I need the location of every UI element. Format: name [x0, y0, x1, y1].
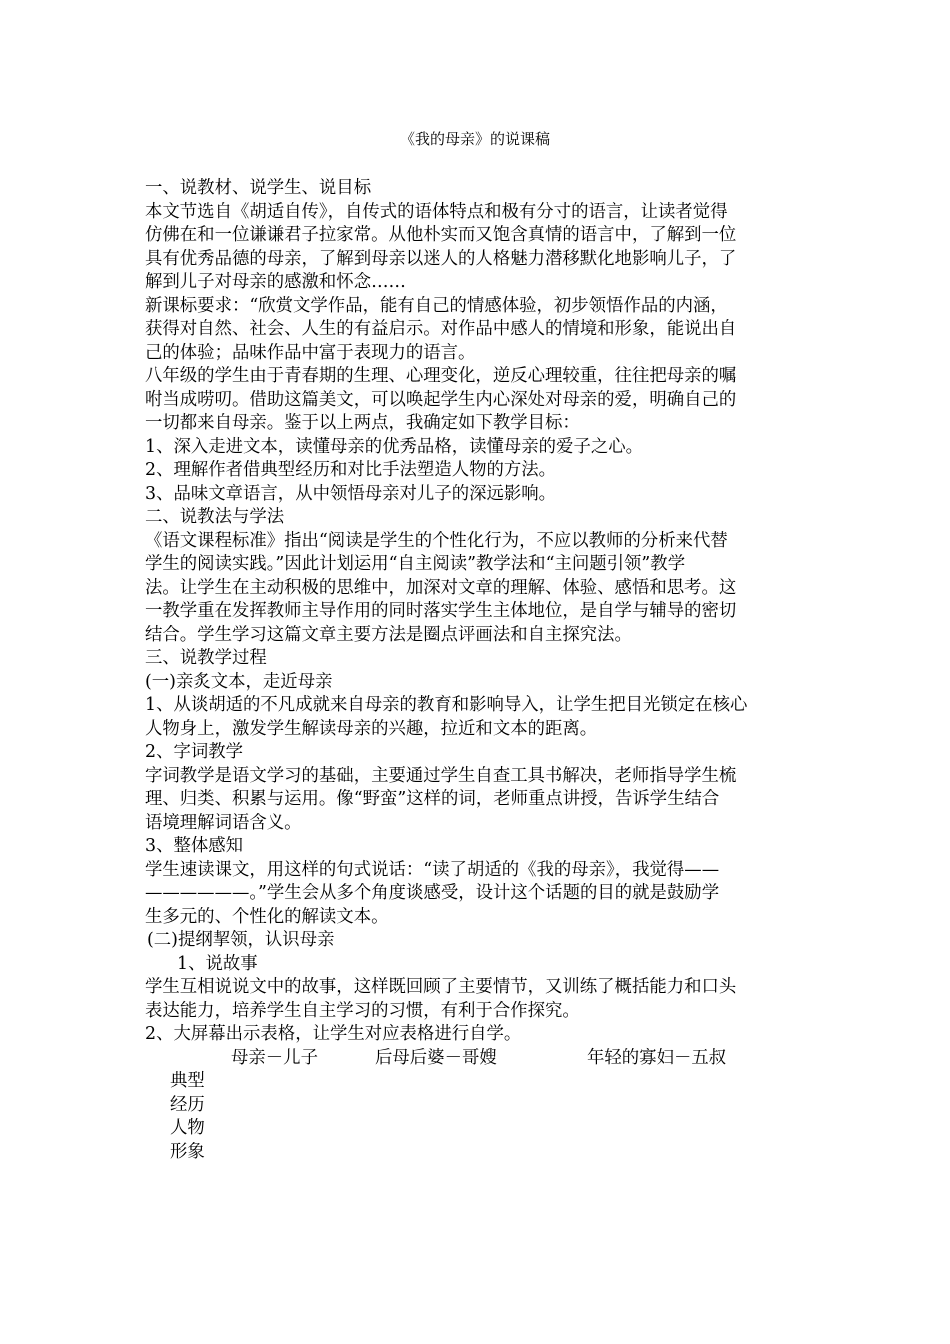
goal-item: 3、品味文章语言，从中领悟母亲对儿子的深远影响。	[145, 483, 557, 504]
paragraph-line: 新课标要求：“欣赏文学作品，能有自己的情感体验，初步领悟作品的内涵，	[145, 295, 728, 316]
paragraph-line: 一教学重在发挥教师主导作用的同时落实学生主体地位，是自学与辅导的密切	[145, 601, 737, 621]
step-heading: 1、说故事	[177, 953, 258, 974]
paragraph-line: 具有优秀品德的母亲，了解到母亲以迷人的人格魅力潜移默化地影响儿子，了	[145, 248, 737, 269]
paragraph-line: 学生互相说说文中的故事，这样既回顾了主要情节，又训练了概括能力和口头	[145, 977, 737, 997]
paragraph-line: 1、从谈胡适的不凡成就来自母亲的教育和影响导入，让学生把目光锁定在核心	[145, 695, 748, 715]
paragraph-line: 解到儿子对母亲的感激和怀念……	[145, 272, 406, 292]
subsection-heading: (二)提纲挈领，认识母亲	[147, 930, 335, 950]
table-header-row	[145, 1047, 825, 1071]
table-row-label: 人物	[170, 1118, 205, 1138]
paragraph-line: 仿佛在和一位谦谦君子拉家常。从他朴实而又饱含真情的语言中，了解到一位	[145, 225, 737, 245]
paragraph-line: 表达能力，培养学生自主学习的习惯，有利于合作探究。	[145, 1000, 580, 1021]
paragraph-line: 获得对自然、社会、人生的有益启示。对作品中感人的情境和形象，能说出自	[145, 319, 737, 339]
step-heading: 3、整体感知	[145, 836, 244, 856]
paragraph-line: 学生的阅读实践。”因此计划运用“自主阅读”教学法和“主问题引领”教学	[145, 554, 686, 574]
section-heading: 一、说教材、说学生、说目标	[145, 178, 372, 198]
table-column-header: 母亲－儿子	[231, 1047, 318, 1068]
paragraph-line: 八年级的学生由于青春期的生理、心理变化，逆反心理较重，往往把母亲的嘱	[145, 366, 737, 386]
step-heading: 2、大屏幕出示表格，让学生对应表格进行自学。	[145, 1024, 522, 1044]
paragraph-line: 结合。学生学习这篇文章主要方法是圈点评画法和自主探究法。	[145, 624, 632, 645]
table-column-header: 年轻的寡妇－五叔	[587, 1047, 727, 1068]
paragraph-line: 人物身上，激发学生解读母亲的兴趣，拉近和文本的距离。	[145, 718, 598, 739]
paragraph-line: 理、归类、积累与运用。像“野蛮”这样的词，老师重点讲授，告诉学生结合	[145, 789, 720, 809]
table-row-label: 经历	[170, 1094, 205, 1115]
paragraph-line: 语境理解词语含义。	[145, 812, 302, 833]
paragraph-line: 法。让学生在主动积极的思维中，加深对文章的理解、体验、感悟和思考。这	[145, 577, 737, 598]
paragraph-line: 本文节选自《胡适自传》，自传式的语体特点和极有分寸的语言，让读者觉得	[145, 201, 728, 222]
section-heading: 二、说教法与学法	[145, 507, 285, 527]
table-column-header: 后母后婆－哥嫂	[375, 1047, 497, 1068]
document-title: 《我的母亲》的说课稿	[399, 130, 550, 148]
goal-item: 2、理解作者借典型经历和对比手法塑造人物的方法。	[145, 460, 557, 480]
paragraph-line: 生多元的、个性化的解读文本。	[145, 906, 389, 927]
paragraph-line: 字词教学是语文学习的基础，主要通过学生自查工具书解决，老师指导学生梳	[145, 765, 737, 786]
paragraph-line: 一切都来自母亲。鉴于以上两点，我确定如下教学目标：	[145, 413, 580, 433]
table-row-label: 典型	[170, 1071, 205, 1091]
paragraph-line: ——————。”学生会从多个角度谈感受，设计这个话题的目的就是鼓励学	[145, 883, 720, 903]
paragraph-line: 学生速读课文，用这样的句式说话：“读了胡适的《我的母亲》，我觉得——	[145, 859, 720, 880]
document-body	[145, 177, 825, 1164]
goal-item: 1、深入走进文本，读懂母亲的优秀品格，读懂母亲的爱子之心。	[145, 436, 644, 457]
subsection-heading: (一)亲炙文本，走近母亲	[145, 671, 333, 692]
paragraph-line: 《语文课程标准》指出“阅读是学生的个性化行为，不应以教师的分析来代替	[145, 530, 728, 551]
paragraph-line: 咐当成唠叨。借助这篇美文，可以唤起学生内心深处对母亲的爱，明确自己的	[145, 389, 737, 410]
table-row-label: 形象	[170, 1141, 205, 1162]
step-heading: 2、字词教学	[145, 742, 244, 762]
section-heading: 三、说教学过程	[145, 648, 267, 668]
paragraph-line: 己的体验；品味作品中富于表现力的语言。	[145, 342, 476, 363]
